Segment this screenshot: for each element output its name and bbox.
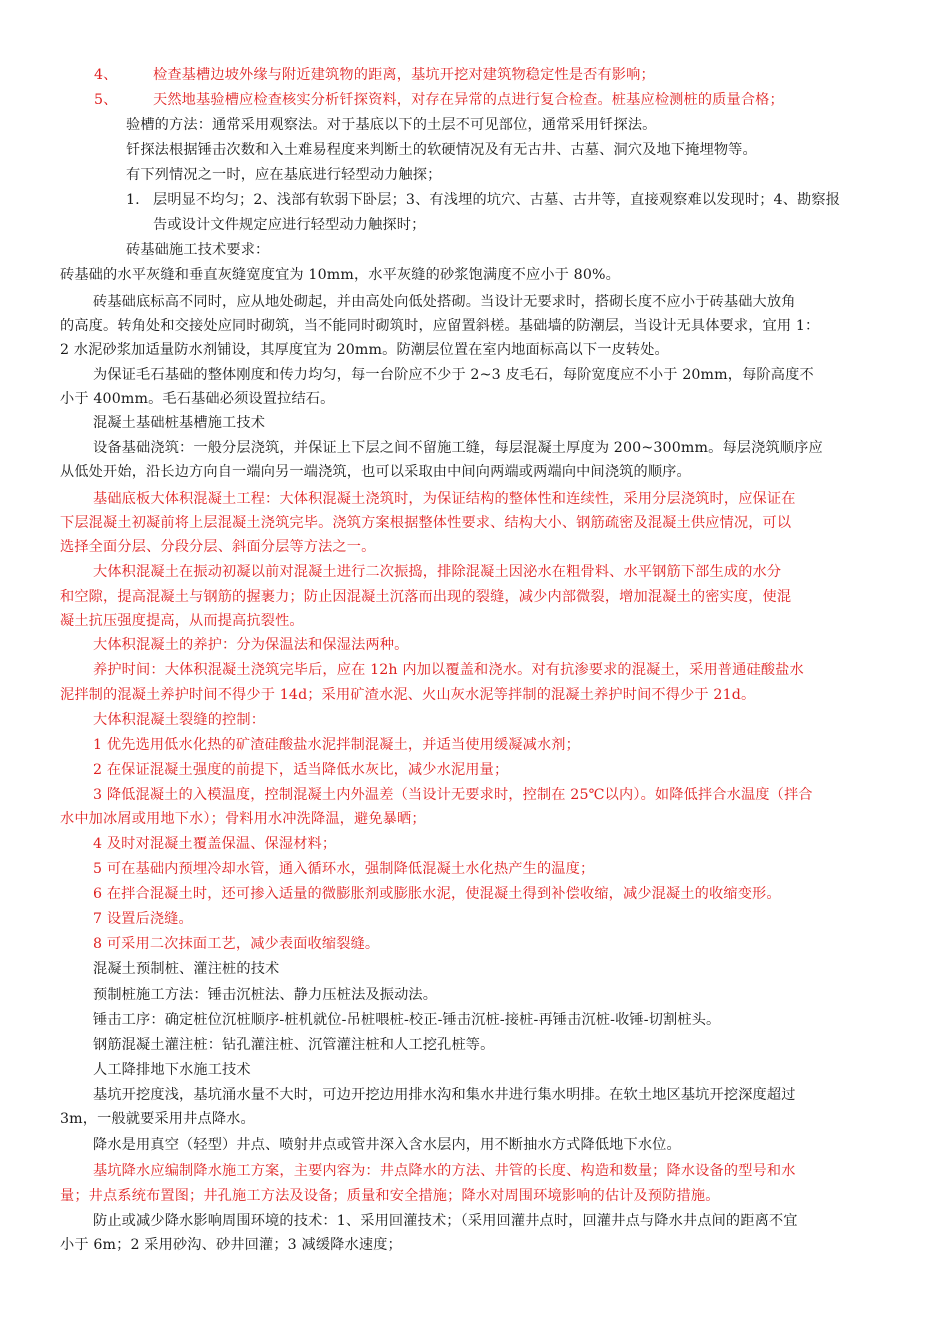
text-line: 大体积混凝土的养护：分为保温法和保湿法两种。	[93, 637, 409, 653]
text-line: 混凝土预制桩、灌注桩的技术	[93, 961, 280, 977]
text-line: 大体积混凝土在振动初凝以前对混凝土进行二次振捣，排除混凝土因泌水在粗骨料、水平钢筋下部生成的水分	[93, 564, 782, 580]
list-number: 5、	[94, 92, 118, 108]
text-line: 和空隙，提高混凝土与钢筋的握裹力；防止因混凝土沉落而出现的裂缝，减少内部微裂，增加混凝土的密实度，使混	[60, 589, 792, 605]
text-line: 为保证毛石基础的整体刚度和传力均匀，每一台阶应不少于 2~3 皮毛石，每阶宽度应不小于 20mm，每阶高度不	[93, 367, 814, 383]
text-line: 设备基础浇筑：一般分层浇筑，并保证上下层之间不留施工缝，每层混凝土厚度为 200~300mm。每层浇筑顺序应	[93, 440, 823, 456]
text-line: 天然地基验槽应检查核实分析钎探资料，对存在异常的点进行复合检查。桩基应检测桩的质量合格；	[153, 92, 784, 108]
text-line: 选择全面分层、分段分层、斜面分层等方法之一。	[60, 539, 376, 555]
text-line: 2 水泥砂浆加适量防水剂铺设，其厚度宜为 20mm。防潮层位置在室内地面标高以下一皮转处。	[60, 342, 669, 358]
text-line: 钎探法根据锤击次数和入土难易程度来判断土的软硬情况及有无古井、古墓、洞穴及地下掩埋物等。	[126, 142, 757, 158]
text-line: 下层混凝土初凝前将上层混凝土浇筑完毕。浇筑方案根据整体性要求、结构大小、钢筋疏密及混凝土供应情况，可以	[60, 515, 792, 531]
text-line: 有下列情况之一时，应在基底进行轻型动力触探；	[126, 167, 442, 183]
text-line: 养护时间：大体积混凝土浇筑完毕后，应在 12h 内加以覆盖和浇水。对有抗渗要求的混凝土，采用普通硅酸盐水	[93, 662, 804, 678]
text-line: 降水是用真空（轻型）井点、喷射井点或管井深入含水层内，用不断抽水方式降低地下水位。	[93, 1137, 681, 1153]
text-line: 8 可采用二次抹面工艺，减少表面收缩裂缝。	[93, 936, 380, 952]
text-line: 4 及时对混凝土覆盖保温、保湿材料；	[93, 836, 337, 852]
text-line: 6 在拌合混凝土时，还可掺入适量的微膨胀剂或膨胀水泥，使混凝土得到补偿收缩，减少混凝土的收缩变形。	[93, 886, 781, 902]
text-line: 锤击工序：确定桩位沉桩顺序-桩机就位-吊桩喂桩-校正-锤击沉桩-接桩-再锤击沉桩-收锤-切割桩头。	[93, 1012, 721, 1028]
text-line: 层明显不均匀；2、浅部有软弱下卧层；3、有浅埋的坑穴、古墓、古井等，直接观察难以发现时；4、勘察报	[153, 192, 841, 208]
text-line: 砖基础的水平灰缝和垂直灰缝宽度宜为 10mm，水平灰缝的砂浆饱满度不应小于 80%。	[60, 267, 621, 283]
text-line: 砖基础施工技术要求：	[126, 242, 270, 258]
text-line: 预制桩施工方法：锤击沉桩法、静力压桩法及振动法。	[93, 987, 438, 1003]
text-line: 5 可在基础内预埋冷却水管，通入循环水，强制降低混凝土水化热产生的温度；	[93, 861, 595, 877]
text-line: 3m，一般就要采用井点降水。	[60, 1111, 255, 1127]
text-line: 检查基槽边坡外缘与附近建筑物的距离，基坑开挖对建筑物稳定性是否有影响；	[153, 67, 655, 83]
text-line: 小于 400mm。毛石基础必须设置拉结石。	[60, 391, 335, 407]
text-line: 基坑开挖度浅，基坑涌水量不大时，可边开挖边用排水沟和集水井进行集水明排。在软土地区基坑开挖深度超过	[93, 1087, 796, 1103]
text-line: 凝土抗压强度提高，从而提高抗裂性。	[60, 613, 304, 629]
text-line: 量；井点系统布置图；井孔施工方法及设备；质量和安全措施；降水对周围环境影响的估计及预防措施。	[60, 1188, 720, 1204]
text-line: 告或设计文件规定应进行轻型动力触探时；	[153, 217, 426, 233]
text-line: 验槽的方法：通常采用观察法。对于基底以下的土层不可见部位，通常采用钎探法。	[126, 117, 657, 133]
text-line: 3 降低混凝土的入模温度，控制混凝土内外温差（当设计无要求时，控制在 25℃以内）。如降低拌合水温度（拌合	[93, 787, 813, 803]
text-line: 2 在保证混凝土强度的前提下，适当降低水灰比，减少水泥用量；	[93, 762, 509, 778]
text-line: 混凝土基础桩基槽施工技术	[93, 415, 266, 431]
text-line: 人工降排地下水施工技术	[93, 1062, 251, 1078]
list-number: 4、	[94, 67, 118, 83]
text-line: 小于 6m；2 采用砂沟、砂井回灌；3 减缓降水速度；	[60, 1237, 402, 1253]
text-line: 从低处开始，沿长边方向自一端向另一端浇筑，也可以采取由中间向两端或两端向中间浇筑的顺序。	[60, 464, 691, 480]
text-line: 防止或减少降水影响周围环境的技术：1、采用回灌技术；（采用回灌井点时，回灌井点与降水井点间的距离不宜	[93, 1213, 798, 1229]
text-line: 基坑降水应编制降水施工方案，主要内容为：井点降水的方法、井管的长度、构造和数量；降水设备的型号和水	[93, 1163, 796, 1179]
text-line: 大体积混凝土裂缝的控制：	[93, 712, 266, 728]
text-line: 泥拌制的混凝土养护时间不得少于 14d；采用矿渣水泥、火山灰水泥等拌制的混凝土养护时间不得少于 21d。	[60, 687, 756, 703]
text-line: 的高度。转角处和交接处应同时砌筑，当不能同时砌筑时，应留置斜槎。基础墙的防潮层，当设计无具体要求，宜用 1：	[60, 318, 820, 334]
text-line: 1 优先选用低水化热的矿渣硅酸盐水泥拌制混凝土，并适当使用缓凝减水剂；	[93, 737, 580, 753]
text-line: 7 设置后浇缝。	[93, 911, 193, 927]
text-line: 钢筋混凝土灌注桩：钻孔灌注桩、沉管灌注桩和人工挖孔桩等。	[93, 1037, 495, 1053]
text-line: 砖基础底标高不同时，应从地处砌起，并由高处向低处搭砌。当设计无要求时，搭砌长度不应小于砖基础大放角	[93, 294, 796, 310]
text-line: 水中加冰屑或用地下水）；骨料用水冲洗降温，避免暴晒；	[60, 811, 426, 827]
list-number: 1.	[126, 192, 140, 208]
text-line: 基础底板大体积混凝土工程：大体积混凝土浇筑时，为保证结构的整体性和连续性，采用分层浇筑时，应保证在	[93, 491, 796, 507]
